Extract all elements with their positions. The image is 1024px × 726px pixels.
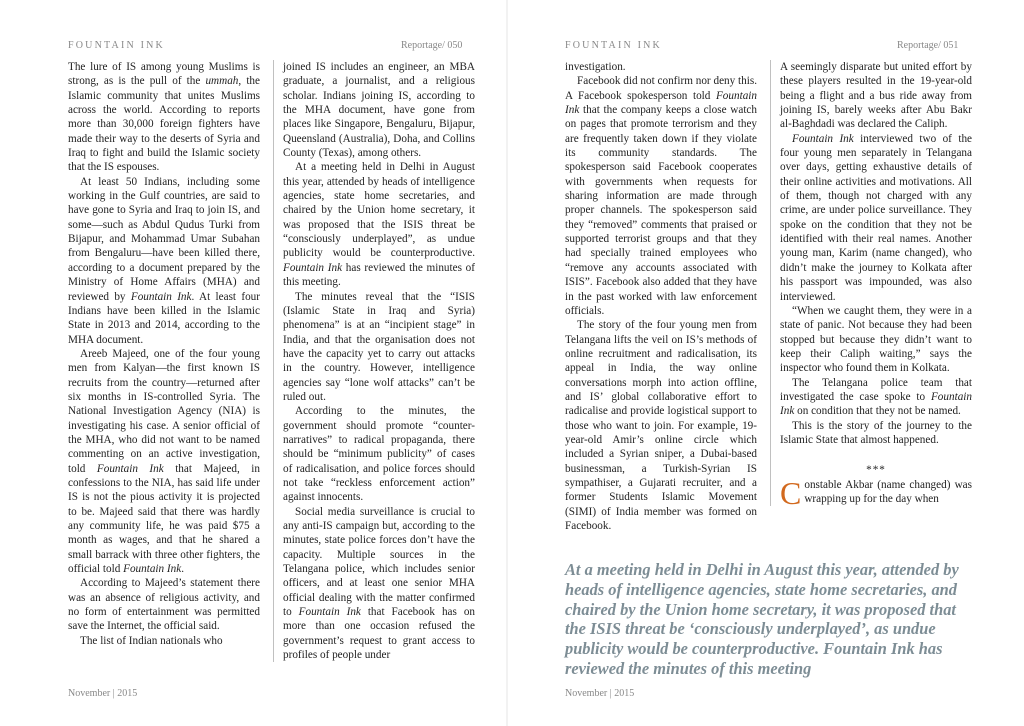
text-column (273, 60, 475, 662)
paragraph: Fountain Ink interviewed two of the four young men separately in Telangana over days, getting exhaustive details of their online activities and motivations. All of them, though not charged with any crime, are under police surveillance. They spoke on the condition that they not be identified with their real names. Another young man, Karim (name changed), who didn’t make the journey to Kolkata after his passport was impounded, was also interviewed. (780, 132, 972, 303)
paragraph: Areeb Majeed, one of the four young men from Kalyan—the first known IS recruits from the country—returned after six months in IS-controlled Syria. The National Investigation Agency (NIA) is investigating his case. A senior official of the MHA, who did not want to be named commenting on an active investigation, told Fountain Ink that Majeed, in confessions to the NIA, has said life under IS is not the pious activity it is projected to be. Majeed said that there was hardly any community life, he was paid $75 a month as wages, and that he shared a small barrack with three other fighters, the official told Fountain Ink. (68, 347, 260, 576)
column-paragraphs (780, 60, 972, 447)
paragraph: investigation. (565, 61, 626, 73)
paragraph: The minutes reveal that the “ISIS (Islamic State in Iraq and Syria) phenomena” is at an “incipient stage” in India, and that the organisation does not have the capacity yet to carry out attacks in the country. However, intelligence agencies say “lone wolf attacks” can’t be ruled out. (283, 290, 475, 403)
text-column (770, 60, 972, 511)
paragraph: Social media surveillance is crucial to any anti-IS campaign but, according to the minutes, state police forces don’t have the capacity. Multiple sources in the Telangana police, which includes senior officers, and at least one senior MHA official dealing with the matter confirmed to Fountain Ink that Facebook has on more than one occasion refused the government’s request to grant access to profiles of people under (283, 505, 476, 662)
page-number: Reportage/ 051 (897, 40, 959, 51)
text-column (68, 60, 260, 648)
paragraph: At a meeting held in Delhi in August this year, attended by heads of intelligence agencies, state home secretaries, and chaired by the Union home secretary, it was proposed that the ISIS threat be “consciously underplayed”, as undue publicity would be counterproductive. Fountain Ink has reviewed the minutes of this meeting. (283, 161, 475, 289)
paragraph: According to Majeed’s statement there was an absence of religious activity, and no form of entertainment was permitted save the Internet, the official said. (68, 577, 260, 633)
masthead: FOUNTAIN INK (565, 40, 662, 51)
right-page (512, 0, 1008, 726)
section-opening-paragraph (780, 474, 972, 511)
section-separator: *** (866, 464, 886, 477)
paragraph: The lure of IS among young Muslims is strong, as is the pull of the ummah, the Islamic community that unites Muslims across the world. According to reports more than 30,000 foreign fighters have made their way to the deserts of Syria and Iraq to fight and build the Islamic society that the IS espouses. (68, 61, 260, 174)
paragraph: Facebook did not confirm nor deny this. A Facebook spokesperson told Fountain Ink that the company keeps a close watch on pages that promote terrorism and they are frequently taken down if they violate its community standards. The spokesperson said Facebook cooperates with governments when requests for sharing information are made through proper channels. The spokesperson said they “removed” comments that praised or supported terrorist groups and that they had specially trained employees who “remove any accounts associated with ISIS”. Facebook also added that they have in the past worked with law enforcement officials. (565, 75, 757, 317)
paragraph: This is the story of the journey to the Islamic State that almost happened. (780, 419, 972, 446)
page-number: Reportage/ 050 (401, 40, 463, 51)
spine-gutter (506, 0, 508, 726)
paragraph: The story of the four young men from Telangana lifts the veil on IS’s methods of online recruitment and radicalisation, its appeal in India, the way online conversations morph into action offline, and IS’ global collaborative effort to radicalise and provide logistical support to those who want to join. For example, 19-year-old Amir’s online circle which included a Syrian sniper, a Dubai-based businessman, a Turkish-Syrian IS sympathiser, a Gujarati recruiter, and a former Students Islamic Movement (SIMI) of India member was formed on Facebook. (565, 319, 757, 532)
page-footer: November | 2015 (565, 688, 635, 699)
pull-quote: At a meeting held in Delhi in August this year, attended by heads of intelligence agencies, state home secretaries, and chaired by the Union home secretary, it was proposed that the ISIS threat be ‘consciously underplayed’, as undue publicity would be counterproductive. Fountain Ink has reviewed the minutes of this meeting (565, 560, 959, 678)
paragraph: joined IS includes an engineer, an MBA graduate, a journalist, and a religious scholar. Indians joining IS, according to the MHA document, have gone from places like Singapore, Bengaluru, Bijapur, Queensland (Australia), Doha, and Collins County (Texas), among others. (283, 61, 475, 160)
page-footer: November | 2015 (68, 688, 138, 699)
paragraph: The list of Indian nationals who (80, 634, 223, 647)
paragraph: “When we caught them, they were in a state of panic. Not because they had been stopped but because they didn’t want to keep their Caliph waiting,” says the inspector who found them in Kolkata. (780, 304, 972, 375)
opening-text: onstable Akbar (name changed) was wrapping up for the day when (804, 478, 972, 505)
drop-cap: C (780, 474, 802, 511)
paragraph: The Telangana police team that investigated the case spoke to Fountain Ink on condition that they not be named. (780, 376, 972, 418)
paragraph: At least 50 Indians, including some working in the Gulf countries, are said to have gone to Syria and Iraq to join IS, and some—such as Abdul Qudus Turki from Bijapur, and Mohammad Umar Subahan from Bengaluru—have been killed there, according to a document prepared by the Ministry of Home Affairs (MHA) and reviewed by Fountain Ink. At least four Indians have been killed in the Islamic State in 2013 and 2014, according to the MHA document. (68, 175, 260, 346)
text-column (565, 60, 757, 533)
masthead: FOUNTAIN INK (68, 40, 165, 51)
paragraph: According to the minutes, the government should promote “counter-narratives” to radical propaganda, there should be “minimum publicity” of cases of radicalisation, and police forces should not take “reckless enforcement action” against innocents. (283, 405, 475, 504)
left-page (0, 0, 496, 726)
paragraph: A seemingly disparate but united effort by these players resulted in the 19-year-old being a flight and a bus ride away from joining IS, barely weeks after Abu Bakr al-Baghdadi was declared the Caliph. (780, 61, 972, 131)
